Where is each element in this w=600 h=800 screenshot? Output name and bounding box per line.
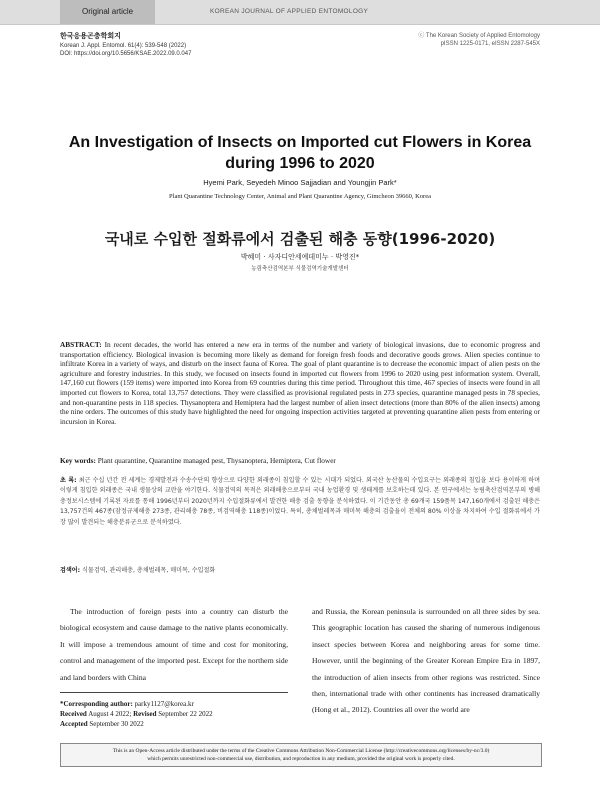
license-box [60, 743, 542, 767]
license-line-1: This is an Open-Access article distributed under the terms of the Creative Commons Attribution Non-Commercial License (http://creativecommons.org/licenses/by-nc/3.0) [112, 748, 490, 754]
abstract-korean [60, 476, 540, 528]
received-label: Received [60, 710, 87, 718]
correspondence-footnote [60, 692, 288, 729]
article-title-korean: 국내로 수입한 절화류에서 검출된 해충 동향(1996-2020) [104, 230, 496, 248]
article-title-english: An Investigation of Insects on Imported cut Flowers in Korea during 1996 to 2020 [68, 134, 532, 172]
accepted-line [60, 719, 288, 729]
corresponding-email[interactable]: parky1127@korea.kr [134, 700, 194, 708]
received-revised-line [60, 709, 288, 719]
introduction-right-column: and Russia, the Korean peninsula is surrounded on all three sides by sea. This geographic location has caused the sharing of numerous indigenous insect species between Korea and neighboring areas for some time. However, until the beginning of the Greater Korean Empire Era in 1897, the introduction of alien insects from other regions was restricted. Since then, international trade with other continents has increased dramatically (Hong et al., 2012). Countries all over the world are [312, 607, 540, 715]
abstract-text: In recent decades, the world has entered a new era in terms of the number and variety of biological invasions, due to economic progress and transportation efficiency. Biological invasion is becoming more likely as demand for foreign fresh foods and decorative goods grows. Alien species continue to infiltrate Korea in a variety of ways, and disturb on the insect fauna of Korea. The goal of plant quarantine is to decrease the economic impact of alien pests on the agriculture and forestry industries. In this study, we focused on insects found in imported cut flowers from 1996 to 2020 using pest information system. Overall, 147,160 cut flowers (159 items) were imported into Korea from 69 countries during this time period. Throughout this time, 467 species of insects were found in all imported cut flowers to Korea, total 13,757 detections. They were classified as provisional regulated pests in 273 species, quarantine managed pests in 78 species, and non-quarantine pests in 118 species. Thysanoptera and Hemiptera had the largest number of alien insect detections (more than 80% of the alien insects) among the nine orders. The outcomes of this study have highlighted the need for ongoing inspection activities targeted at preventing quarantine alien pests from entering or incursion in Korea. [60, 340, 541, 426]
license-line-2: which permits unrestricted non-commercial use, distribution, and reproduction in any medium, provided the original work is properly cited. [147, 756, 455, 762]
article-type-tab: Original article [60, 0, 155, 24]
journal-name: KOREAN JOURNAL OF APPLIED ENTOMOLOGY [210, 8, 369, 15]
corresponding-author-line [60, 699, 288, 709]
doi-link[interactable]: DOI: https://doi.org/10.5656/KSAE.2022.09.0.047 [60, 51, 192, 57]
copyright-notice: ⓒ The Korean Society of Applied Entomology [418, 33, 540, 39]
keywords-korean-text: 식물검역, 관리해충, 총채벌레목, 매미목, 수입절화 [82, 567, 216, 574]
abstract-label: ABSTRACT: [60, 340, 102, 349]
keywords-english [60, 456, 540, 466]
abstract-korean-text: 최근 수십 년간 전 세계는 경제발전과 수송수단의 향상으로 다양한 외래종이 침입할 수 있는 시대가 되었다. 외국산 농산물의 수입요구는 외래종의 침입을 보다 용이하게 하며 이렇게 침입한 외래종은 국내 생물상의 교란을 야기한다. 식물검역의 목적은 외래해충으로부터 국내 농업환경 및 생태계를 보호하는데 있다. 본 연구에서는 농림축산검역본부의 병해충정보시스템에 기록된 자료를 통해 1996년부터 2020년까지 수입절화류에서 발견한 해충 검출 동향을 분석하였다. 이 기간동안 총 69개국 159품목 147,160개에서 검출된 해충은 13,757건의 467종(잠정규제해충 273종, 관리해충 78종, 비검역해충 118종)이었다. 특히, 총채벌레목과 매미목 해충의 검출율이 전체의 80% 이상을 차지하여 수입 절화류에서 가장 많이 발견되는 해충분류군으로 분석하였다. [60, 477, 540, 526]
keywords-korean [60, 566, 540, 575]
introduction-left-column: The introduction of foreign pests into a country can disturb the biological ecosystem and cause damage to the native plants economically. It will impose a tremendous amount of time and cost for monitoring, control and management of the imported pest. Except for the northern side and land borders with China [60, 607, 288, 682]
received-date: August 4 2022; [88, 710, 132, 718]
society-block [418, 32, 540, 48]
journal-title-korean: 한국응용곤충학회지 [60, 33, 121, 40]
keywords-text: Plant quarantine, Quarantine managed pest, Thysanoptera, Hemiptera, Cut flower [97, 456, 336, 465]
citation-block [60, 32, 191, 58]
keywords-korean-label: 검색어: [60, 567, 81, 574]
corresponding-label: *Corresponding author: [60, 700, 133, 708]
revised-date: September 22 2022 [158, 710, 213, 718]
revised-label: Revised [133, 710, 157, 718]
authors-english: Hyemi Park, Seyedeh Minoo Sajjadian and Youngjin Park* [203, 178, 397, 187]
keywords-label: Key words: [60, 456, 96, 465]
journal-reference: Korean J. Appl. Entomol. 61(4): 539-548 (2022) [60, 43, 187, 49]
abstract-english [60, 340, 540, 426]
top-banner [0, 0, 600, 25]
affiliation-korean: 농림축산검역본부 식물검역기술개발센터 [251, 266, 349, 272]
accepted-date: September 30 2022 [89, 720, 144, 728]
issn-numbers: pISSN 1225-0171, eISSN 2287-545X [440, 41, 540, 47]
abstract-korean-label: 초 록: [60, 477, 77, 484]
accepted-label: Accepted [60, 720, 88, 728]
affiliation-english: Plant Quarantine Technology Center, Animal and Plant Quarantine Agency, Gimcheon 39660, Korea [169, 193, 431, 200]
authors-korean: 박혜미 · 사자디안세예데미누 · 박영진* [240, 253, 360, 261]
